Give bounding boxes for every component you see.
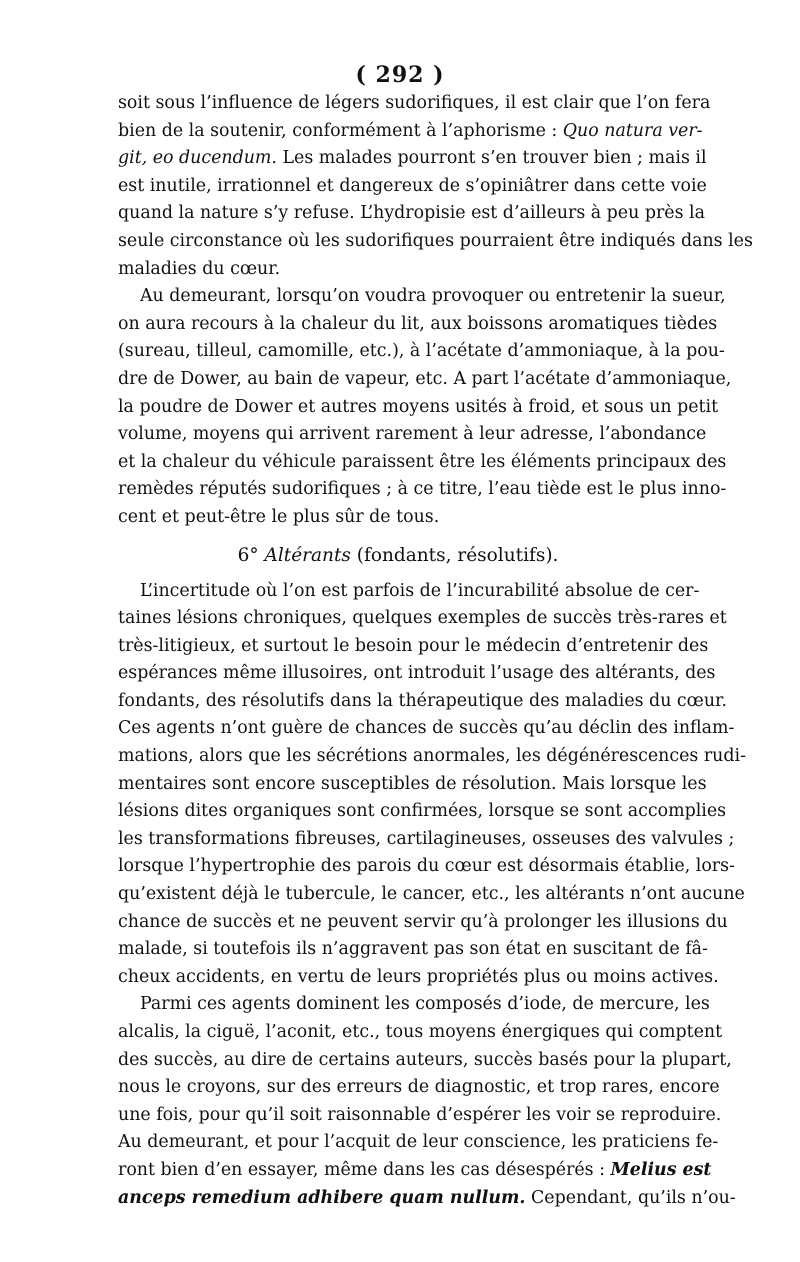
section-title: Altérants	[264, 544, 351, 566]
text-line: est inutile, irrationnel et dangereux de s’opiniâtrer dans cette voie	[118, 175, 707, 196]
text-line: très-litigieux, et surtout le besoin pour le médecin d’entretenir des	[118, 635, 709, 656]
latin-quote: Melius est	[610, 1159, 712, 1180]
text-line: des succès, au dire de certains auteurs, succès basés pour la plupart,	[118, 1049, 732, 1070]
text-line: (sureau, tilleul, camomille, etc.), à l’acétate d’ammoniaque, à la pou-	[118, 341, 725, 362]
text-line: lésions dites organiques sont confirmées, lorsque se sont accomplies	[118, 801, 727, 822]
latin-quote: anceps remedium adhibere quam nullum.	[118, 1187, 526, 1208]
text-line: git, eo ducendum. Les malades pourront s’en trouver bien ; mais il	[118, 148, 707, 169]
text-line: L’incertitude où l’on est parfois de l’incurabilité absolue de cer-	[140, 580, 700, 601]
text-line: Ces agents n’ont guère de chances de succès qu’au déclin des inflam-	[118, 718, 735, 739]
text-line: mations, alors que les sécrétions anormales, les dégénérescences rudi-	[118, 746, 746, 767]
section-heading	[118, 538, 678, 574]
text-line: mentaires sont encore susceptibles de résolution. Mais lorsque les	[118, 773, 707, 794]
text-line: soit sous l’influence de légers sudorifiques, il est clair que l’on fera	[118, 93, 711, 113]
text-line: cheux accidents, en vertu de leurs propriétés plus ou moins actives.	[118, 966, 719, 987]
text-line: anceps remedium adhibere quam nullum. Cependant, qu’ils n’ou-	[118, 1187, 736, 1208]
text-line: fondants, des résolutifs dans la thérapeutique des maladies du cœur.	[118, 690, 727, 711]
text-line: malade, si toutefois ils n’aggravent pas son état en suscitant de fâ-	[118, 939, 708, 960]
text-line: bien de la soutenir, conformément à l’aphorisme : Quo natura ver-	[118, 120, 703, 141]
text-line: et la chaleur du véhicule paraissent être les éléments principaux des	[118, 451, 727, 472]
text-line: qu’existent déjà le tubercule, le cancer, etc., les altérants n’ont aucune	[118, 884, 745, 905]
text-line: remèdes réputés sudorifiques ; à ce titre, l’eau tiède est le plus inno-	[118, 479, 727, 500]
text-line: Au demeurant, lorsqu’on voudra provoquer ou entretenir la sueur,	[140, 286, 726, 307]
text-line: lorsque l’hypertrophie des parois du cœur est désormais établie, lors-	[118, 856, 735, 877]
text-line: seule circonstance où les sudorifiques pourraient être indiqués dans les	[118, 230, 753, 251]
page-number: ( 292 )	[355, 62, 445, 88]
text-line: cent et peut-être le plus sûr de tous.	[118, 506, 440, 527]
text-line: nous le croyons, sur des erreurs de diagnostic, et trop rares, encore	[118, 1077, 720, 1098]
latin-quote: git, eo ducendum.	[118, 148, 277, 169]
paragraph-sudorifiques-conclusion	[118, 90, 753, 283]
paragraph-alterants-intro	[118, 578, 746, 992]
paragraph-sueur	[118, 283, 732, 531]
paragraph-agents	[118, 991, 736, 1212]
text-line: taines lésions chroniques, quelques exemples de succès très-rares et	[118, 608, 727, 629]
text-line: on aura recours à la chaleur du lit, aux boissons aromatiques tièdes	[118, 313, 718, 334]
text-line: une fois, pour qu’il soit raisonnable d’espérer les voir se reproduire.	[118, 1104, 722, 1125]
text-line: alcalis, la ciguë, l’aconit, etc., tous moyens énergiques qui comptent	[118, 1022, 723, 1042]
text-line: maladies du cœur.	[118, 258, 281, 279]
text-line: les transformations fibreuses, cartilagineuses, osseuses des valvules ;	[118, 828, 735, 849]
text-line: volume, moyens qui arrivent rarement à leur adresse, l’abondance	[118, 424, 707, 445]
text-line: ront bien d’en essayer, même dans les cas désespérés : Melius est	[118, 1159, 712, 1180]
text-line: quand la nature s’y refuse. L’hydropisie est d’ailleurs à peu près la	[118, 203, 705, 224]
text-line: Parmi ces agents dominent les composés d’iode, de mercure, les	[140, 994, 710, 1015]
text-line: espérances même illusoires, ont introduit l’usage des altérants, des	[118, 663, 716, 684]
body-text	[118, 90, 753, 1212]
section-subtitle: (fondants, résolutifs).	[356, 544, 559, 566]
text-line: la poudre de Dower et autres moyens usités à froid, et sous un petit	[118, 396, 719, 417]
text-line: Au demeurant, et pour l’acquit de leur conscience, les praticiens fe-	[118, 1132, 719, 1153]
section-number: 6°	[237, 544, 259, 566]
latin-quote: Quo natura ver-	[562, 120, 703, 141]
text-line: dre de Dower, au bain de vapeur, etc. A part l’acétate d’ammoniaque,	[118, 368, 732, 389]
text-line: chance de succès et ne peuvent servir qu’à prolonger les illusions du	[118, 911, 728, 932]
